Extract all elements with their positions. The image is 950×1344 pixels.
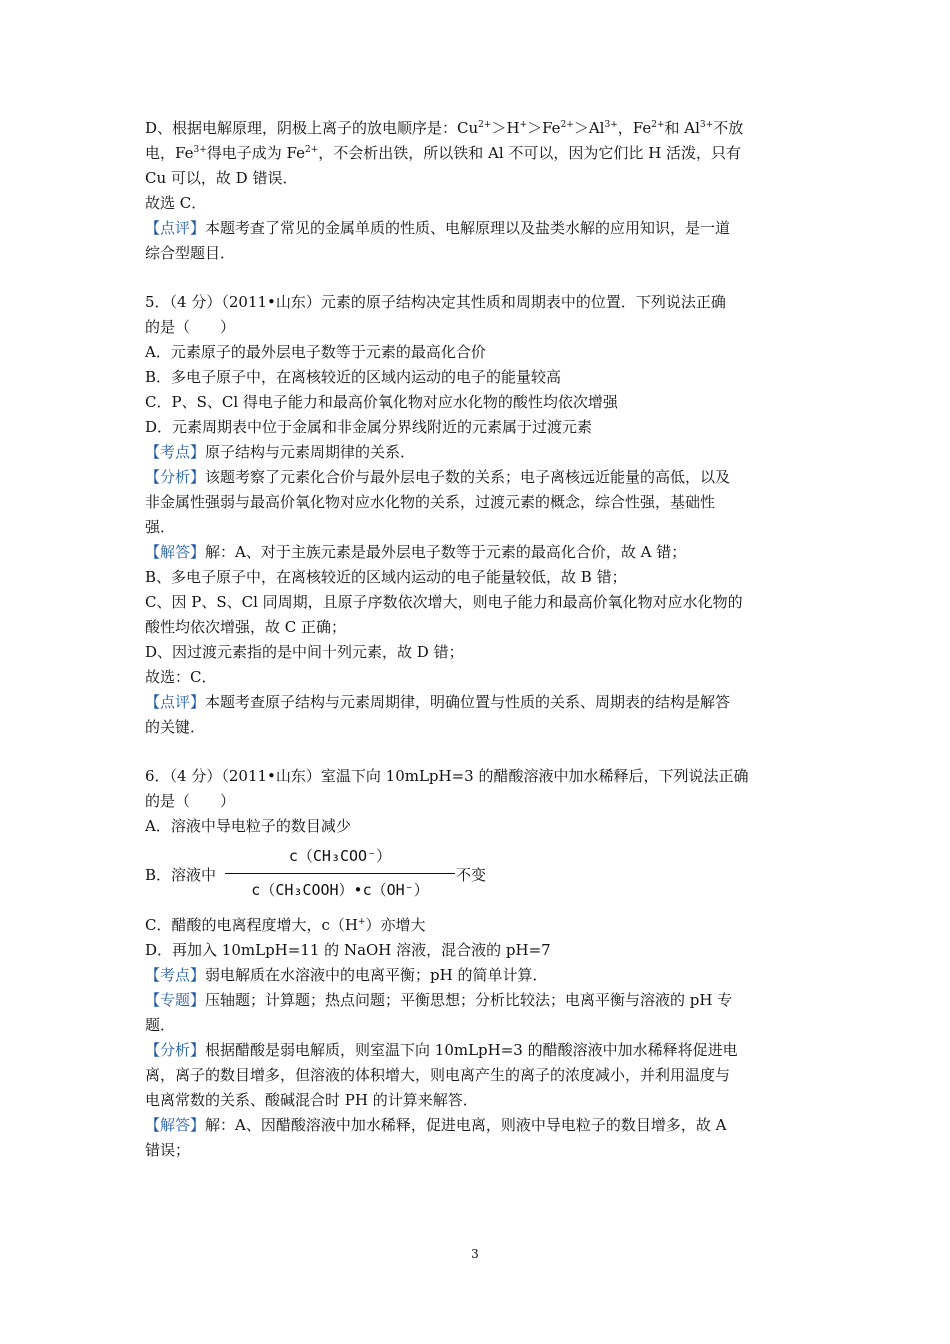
q5-stem-line1: 5．（4 分）（2011•山东）元素的原子结构决定其性质和周期表中的位置．下列说法正确	[145, 293, 726, 311]
fenxi-tag: 【分析】	[145, 1041, 206, 1059]
q5-fenxi-line2: 非金属性强弱与最高价氧化物对应水化物的关系，过渡元素的概念，综合性强，基础性	[145, 493, 716, 511]
q5-fenxi-line1: 【分析】该题考察了元素化合价与最外层电子数的关系；电子离核远近能量的高低，以及	[145, 468, 731, 486]
fraction-numerator: c（CH₃COO⁻）	[288, 847, 392, 865]
q6-option-b-suffix: 不变	[456, 866, 487, 884]
q6-option-b-fraction	[225, 845, 455, 905]
q5-dianping-line2: 的关键．	[145, 718, 206, 736]
q6-stem-line1: 6．（4 分）（2011•山东）室温下向 10mLpH=3 的醋酸溶液中加水稀释后，下列说法正确	[145, 767, 749, 785]
q6-zhuanti-line1: 【专题】压轴题；计算题；热点问题；平衡思想；分析比较法；电离平衡与溶液的 pH 专	[145, 991, 733, 1009]
jieda-tag: 【解答】	[145, 1116, 206, 1134]
q5-jieda-line4: 酸性均依次增强，故 C 正确；	[145, 618, 347, 636]
q5-option-c: C．P、S、Cl 得电子能力和最高价氧化物对应水化物的酸性均依次增强	[145, 393, 618, 411]
q6-option-b-prefix: B．溶液中	[145, 866, 217, 884]
q4-comment-line2: 综合型题目．	[145, 244, 236, 262]
fenxi-tag: 【分析】	[145, 468, 206, 486]
q5-stem-line2: 的是（ ）	[145, 318, 236, 336]
jieda-tag: 【解答】	[145, 543, 206, 561]
q5-jieda-line1: 【解答】解：A、对于主族元素是最外层电子数等于元素的最高化合价，故 A 错；	[145, 543, 687, 561]
q6-jieda-line2: 错误；	[145, 1141, 191, 1159]
q5-option-a: A．元素原子的最外层电子数等于元素的最高化合价	[145, 343, 486, 361]
q4-d-line2: 电，$Fe^{3+}$得电子成为 $Fe^{2+}$，不会析出铁，所以铁和 Al 不可以，因为它们比 H 活泼，只有	[145, 144, 742, 162]
q5-option-d: D．元素周期表中位于金属和非金属分界线附近的元素属于过渡元素	[145, 418, 593, 436]
q5-jieda-line2: B、多电子原子中，在离核较近的区域内运动的电子能量较低，故 B 错；	[145, 568, 627, 586]
q6-jieda-line1: 【解答】解：A、因醋酸溶液中加水稀释，促进电离，则液中导电粒子的数目增多，故 A	[145, 1116, 727, 1134]
q5-fenxi-line3: 强．	[145, 518, 176, 536]
q4-d-line1: D、根据电解原理，阴极上离子的放电顺序是：$Cu^{2+}>H^+>Fe^{2+}>Al^{3+}$，$Fe^{2+}$和 $Al^{3+}$不放	[145, 119, 744, 137]
q6-option-c: C．醋酸的电离程度增大，c（H+）亦增大	[145, 916, 426, 934]
q6-kaodian: 【考点】弱电解质在水溶液中的电离平衡；pH 的简单计算．	[145, 966, 548, 984]
q6-fenxi-line3: 电离常数的关系、酸碱混合时 PH 的计算来解答．	[145, 1091, 478, 1109]
q5-option-b: B．多电子原子中，在离核较近的区域内运动的电子的能量较高	[145, 368, 562, 386]
page-number: 3	[471, 1247, 479, 1261]
q5-jieda-line6: 故选：C．	[145, 668, 217, 686]
dianping-tag: 【点评】	[145, 693, 206, 711]
q5-kaodian: 【考点】原子结构与元素周期律的关系．	[145, 443, 416, 461]
q5-dianping-line1: 【点评】本题考查原子结构与元素周期律，明确位置与性质的关系、周期表的结构是解答	[145, 693, 731, 711]
kaodian-tag: 【考点】	[145, 443, 206, 461]
q6-fenxi-line1: 【分析】根据醋酸是弱电解质，则室温下向 10mLpH=3 的醋酸溶液中加水稀释将促进电	[145, 1041, 738, 1059]
q6-fenxi-line2: 离，离子的数目增多，但溶液的体积增大，则电离产生的离子的浓度减小，并利用温度与	[145, 1066, 731, 1084]
q6-option-d: D．再加入 10mLpH=11 的 NaOH 溶液，混合液的 pH=7	[145, 941, 551, 959]
q4-comment-line1: 【点评】本题考查了常见的金属单质的性质、电解原理以及盐类水解的应用知识，是一道	[145, 219, 731, 237]
q5-jieda-line3: C、因 P、S、Cl 同周期，且原子序数依次增大，则电子能力和最高价氧化物对应水化物的	[145, 593, 743, 611]
zhuanti-tag: 【专题】	[145, 991, 206, 1009]
q6-zhuanti-line2: 题．	[145, 1016, 176, 1034]
q5-jieda-line5: D、因过渡元素指的是中间十列元素，故 D 错；	[145, 643, 464, 661]
kaodian-tag: 【考点】	[145, 966, 206, 984]
fraction-bar	[225, 873, 455, 874]
q6-option-a: A．溶液中导电粒子的数目减少	[145, 817, 351, 835]
q4-d-line3: Cu 可以，故 D 错误．	[145, 169, 298, 187]
q6-stem-line2: 的是（ ）	[145, 792, 236, 810]
comment-tag: 【点评】	[145, 219, 206, 237]
fraction-denominator: c（CH₃COOH）•c（OH⁻）	[251, 881, 429, 899]
q4-choice: 故选 C．	[145, 194, 207, 212]
